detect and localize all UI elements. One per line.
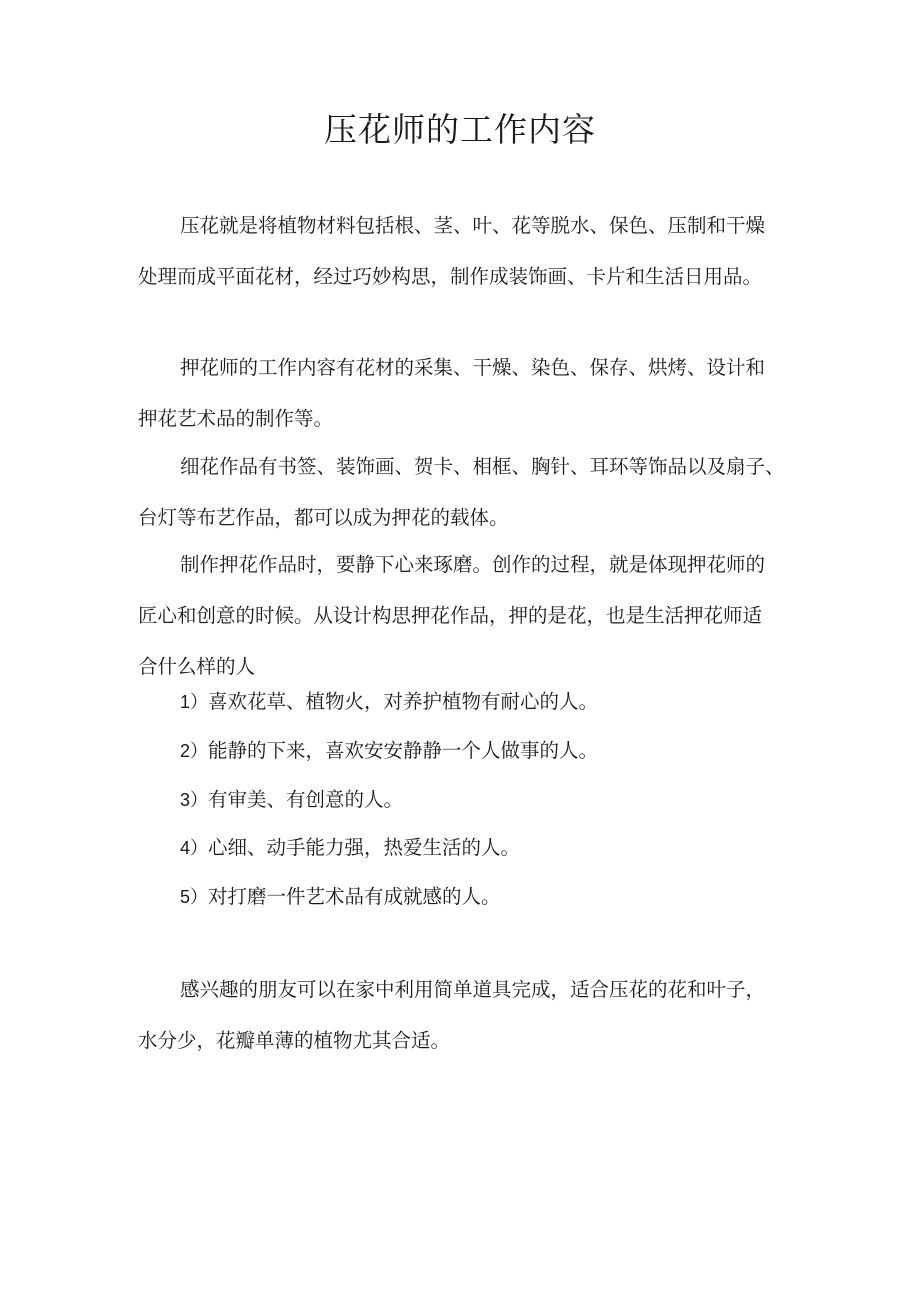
list-item-number: 2） bbox=[180, 741, 209, 761]
paragraph-closing bbox=[138, 964, 788, 1066]
paragraph-line: 押花师的工作内容有花材的采集、干燥、染色、保存、烘烤、设计和 bbox=[180, 356, 766, 379]
paragraph-line: 制作押花作品时，要静下心来琢磨。创作的过程，就是体现押花师的 bbox=[180, 553, 766, 576]
list-item-number: 5） bbox=[180, 887, 209, 907]
paragraph-line: 细花作品有书签、装饰画、贺卡、相框、胸针、耳环等饰品以及扇子、 bbox=[180, 455, 785, 478]
paragraph-line: 匠心和创意的时候。从设计构思押花作品，押的是花，也是生活押花师适 bbox=[138, 604, 763, 627]
list-item-text: 有审美、有创意的人。 bbox=[208, 788, 404, 811]
paragraph-line: 台灯等布艺作品，都可以成为押花的载体。 bbox=[138, 506, 509, 529]
paragraph-line: 处理而成平面花材，经过巧妙构思，制作成装饰画、卡片和生活日用品。 bbox=[138, 265, 763, 288]
list-item-text: 喜欢花草、植物火，对养护植物有耐心的人。 bbox=[208, 690, 599, 713]
page-title: 压花师的工作内容 bbox=[324, 110, 596, 149]
paragraph-creation bbox=[138, 539, 788, 692]
list-item-number: 3） bbox=[180, 790, 209, 810]
list-item bbox=[180, 882, 501, 912]
paragraph-line: 感兴趣的朋友可以在家中利用简单道具完成，适合压花的花和叶子， bbox=[180, 978, 766, 1001]
paragraph-work-content bbox=[138, 342, 788, 444]
paragraph-line: 合什么样的人 bbox=[138, 655, 256, 678]
paragraph-intro bbox=[138, 200, 788, 302]
list-item-text: 能静的下来，喜欢安安静静一个人做事的人。 bbox=[208, 739, 599, 762]
list-item bbox=[180, 785, 403, 815]
paragraph-line: 水分少，花瓣单薄的植物尤其合适。 bbox=[138, 1029, 451, 1052]
list-item-text: 心细、动手能力强，热爱生活的人。 bbox=[208, 836, 521, 859]
list-item-text: 对打磨一件艺术品有成就感的人。 bbox=[208, 885, 501, 908]
list-item bbox=[180, 736, 598, 766]
list-item-number: 1） bbox=[180, 692, 209, 712]
list-item bbox=[180, 833, 520, 863]
paragraph-line: 押花艺术品的制作等。 bbox=[138, 407, 334, 430]
list-item-number: 4） bbox=[180, 838, 209, 858]
paragraph-line: 压花就是将植物材料包括根、茎、叶、花等脱水、保色、压制和干燥 bbox=[180, 214, 766, 237]
list-item bbox=[180, 687, 598, 717]
paragraph-works bbox=[138, 441, 788, 543]
